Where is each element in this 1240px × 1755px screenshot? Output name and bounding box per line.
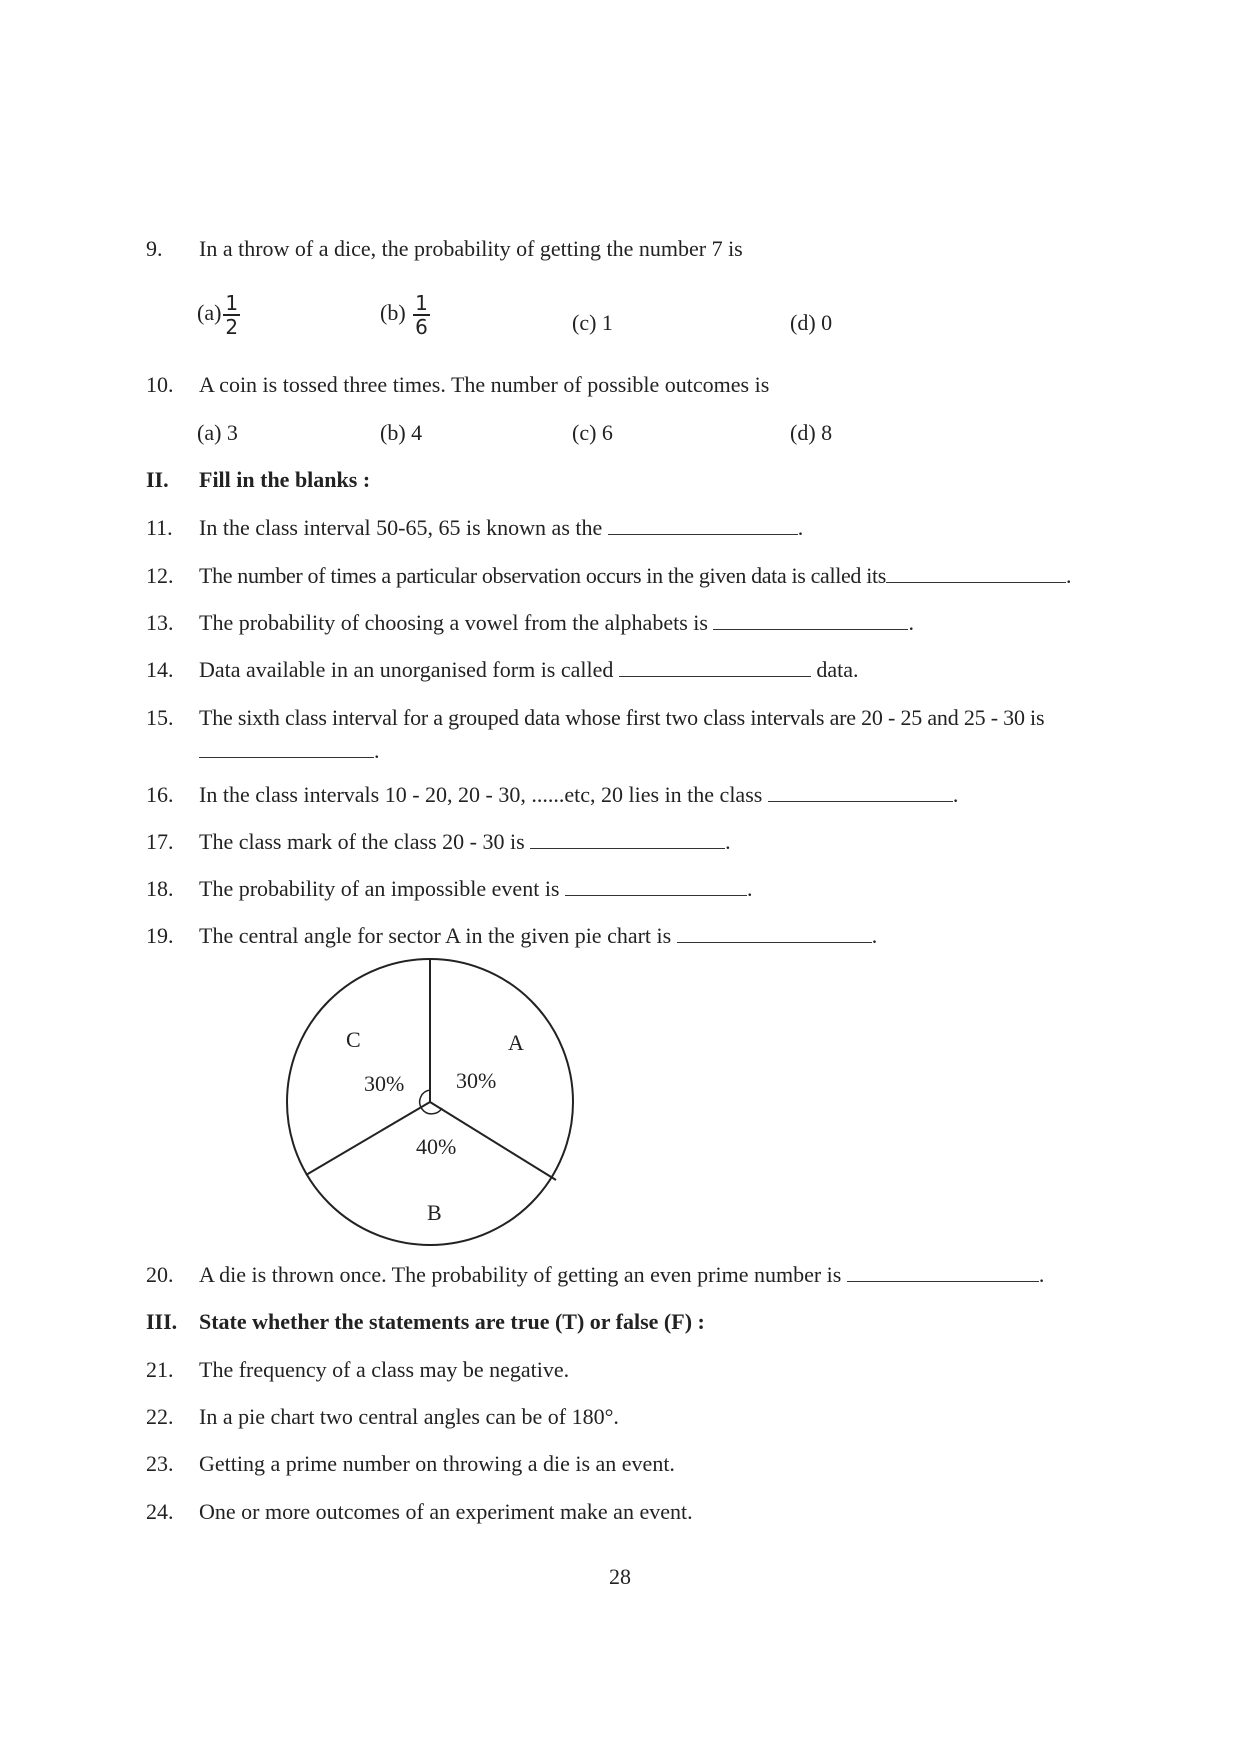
question-number: 17. xyxy=(146,829,174,854)
question-text: The central angle for sector A in the given pie chart is . xyxy=(199,923,878,948)
option-a: (a) $\frac{1}{2}$ xyxy=(197,291,239,339)
option-d: (d) 8 xyxy=(790,420,833,445)
option-b: (b) $\frac{1}{6}$ xyxy=(380,291,428,339)
question-number: 16. xyxy=(146,782,174,807)
question-text: The sixth class interval for a grouped data whose first two class intervals are 20 - 25 and 25 - 30 is xyxy=(199,705,1045,730)
answer-blank xyxy=(677,924,872,943)
sector-a-name: A xyxy=(508,1030,524,1055)
question-text: In the class intervals 10 - 20, 20 - 30, ......etc, 20 lies in the class . xyxy=(199,782,959,807)
question-number: 22. xyxy=(146,1404,174,1429)
section-number: III. xyxy=(146,1309,178,1334)
question-number: 15. xyxy=(146,705,174,730)
answer-blank xyxy=(847,1263,1039,1282)
section-title: Fill in the blanks : xyxy=(199,467,371,492)
section-number: II. xyxy=(146,467,169,492)
question-text: The number of times a particular observation occurs in the given data is called its . xyxy=(199,563,1072,588)
sector-c-name: C xyxy=(346,1027,361,1052)
answer-blank xyxy=(199,739,374,758)
question-text: The probability of choosing a vowel from the alphabets is . xyxy=(199,610,914,635)
fraction: $\frac{1}{6}$ xyxy=(415,291,428,339)
option-b: (b) 4 xyxy=(380,420,423,445)
sector-b-name: B xyxy=(427,1200,442,1225)
question-text: The probability of an impossible event is . xyxy=(199,876,753,901)
question-text: In a pie chart two central angles can be of 180°. xyxy=(199,1404,619,1429)
answer-blank xyxy=(619,658,811,677)
answer-blank xyxy=(565,877,747,896)
pie-chart xyxy=(280,950,600,1250)
question-text-continued: . xyxy=(199,738,380,764)
question-text: One or more outcomes of an experiment make an event. xyxy=(199,1499,693,1524)
question-number: 10. xyxy=(146,372,174,397)
question-text: A die is thrown once. The probability of getting an even prime number is . xyxy=(199,1262,1045,1287)
section-title: State whether the statements are true (T) or false (F) : xyxy=(199,1309,705,1334)
question-text: Data available in an unorganised form is called data. xyxy=(199,657,859,682)
question-number: 9. xyxy=(146,236,163,261)
answer-blank xyxy=(713,611,908,630)
question-number: 23. xyxy=(146,1451,174,1476)
question-number: 18. xyxy=(146,876,174,901)
divider-b-c xyxy=(306,1102,430,1175)
question-text: Getting a prime number on throwing a die is an event. xyxy=(199,1451,675,1476)
option-a: (a) 3 xyxy=(197,420,238,445)
question-number: 24. xyxy=(146,1499,174,1524)
question-text: In the class interval 50-65, 65 is known as the . xyxy=(199,515,804,540)
page-number: 28 xyxy=(609,1564,631,1589)
question-number: 12. xyxy=(146,563,174,588)
option-c: (c) 6 xyxy=(572,420,613,445)
option-c: (c) 1 xyxy=(572,310,613,335)
answer-blank xyxy=(886,564,1066,583)
question-text: A coin is tossed three times. The number of possible outcomes is xyxy=(199,372,770,397)
option-d: (d) 0 xyxy=(790,310,833,335)
answer-blank xyxy=(768,783,953,802)
question-number: 11. xyxy=(146,515,173,540)
question-number: 20. xyxy=(146,1262,174,1287)
answer-blank xyxy=(530,830,725,849)
question-text: The frequency of a class may be negative. xyxy=(199,1357,570,1382)
question-number: 13. xyxy=(146,610,174,635)
question-text: In a throw of a dice, the probability of getting the number 7 is xyxy=(199,236,743,261)
sector-c-percent: 30% xyxy=(364,1071,405,1096)
sector-b-percent: 40% xyxy=(416,1134,457,1159)
question-number: 21. xyxy=(146,1357,174,1382)
sector-a-percent: 30% xyxy=(456,1068,497,1093)
fraction: $\frac{1}{2}$ xyxy=(225,291,239,339)
question-number: 19. xyxy=(146,923,174,948)
question-number: 14. xyxy=(146,657,174,682)
question-text: The class mark of the class 20 - 30 is . xyxy=(199,829,731,854)
answer-blank xyxy=(608,516,798,535)
